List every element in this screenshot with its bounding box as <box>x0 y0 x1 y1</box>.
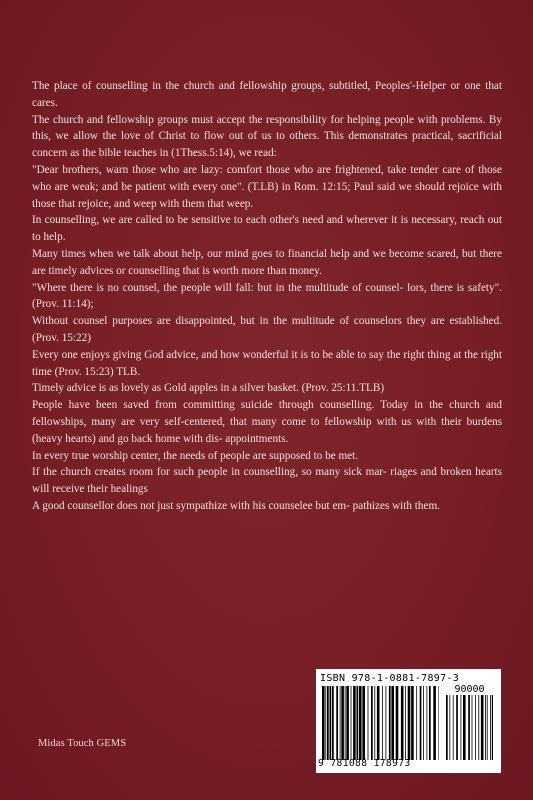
back-cover-text <box>32 78 502 515</box>
publisher-name: Midas Touch GEMS <box>38 738 127 749</box>
paragraph: People have been saved from committing suicide through counselling. Today in the church and fellowships, many are very self-centered, that many come to fellowship with us with their burdens (heavy hearts) and go back home with dis- appointments. <box>32 399 502 445</box>
isbn-label: ISBN 978-1-0881-7897-3 <box>320 673 460 684</box>
addon-barcode-bars <box>446 695 493 760</box>
barcode-bars <box>322 686 439 760</box>
addon-code: 90000 <box>454 684 485 695</box>
paragraph: The church and fellowship groups must accept the responsibility for helping people with problems. By this, we allow the love of Christ to flow out of us to others. This demonstrates practical, sacrificial concern as the bible teaches in (1Thess.5:14), we read: <box>32 113 502 160</box>
paragraph: In every true worship center, the needs of people are supposed to be met. <box>32 449 359 462</box>
paragraph: Every one enjoys giving God advice, and how wonderful it is to be able to say the right thing at the right time (Prov. 15:23) TLB. <box>32 348 502 378</box>
ean-digits: 9 781088 178973 <box>318 758 411 769</box>
paragraph: In counselling, we are called to be sensitive to each other's need and wherever it is necessary, reach out to help. <box>32 214 502 244</box>
paragraph: If the church creates room for such people in counselling, so many sick mar- riages and broken hearts will receive their healings <box>32 466 502 496</box>
paragraph: Without counsel purposes are disappointed, but in the multitude of counselors they are established. (Prov. 15:22) <box>32 315 502 344</box>
paragraph: The place of counselling in the church and fellowship groups, subtitled, Peoples'-Helper or one that cares. <box>32 80 502 109</box>
paragraph: "Dear brothers, warn those who are lazy: comfort those who are frightened, take tender care of those who are weak; and be patient with every one". (T.LB) in Rom. 12:15; Paul said we should rejoice with those that rejoice, and weep with them that weep. <box>32 163 502 210</box>
paragraph: A good counsellor does not just sympathize with his counselee but em- pathizes with them. <box>32 499 440 512</box>
paragraph: Many times when we talk about help, our mind goes to financial help and we become scared, but there are timely advices or counselling that is worth more than money. <box>32 247 502 277</box>
isbn-barcode <box>316 669 501 773</box>
paragraph: "Where there is no counsel, the people will fall: but in the multitude of counsel- lors, there is safety". (Prov. 11:14); <box>32 281 502 311</box>
paragraph: Timely advice is as lovely as Gold apples in a silver basket. (Prov. 25:11.TLB) <box>32 382 385 395</box>
